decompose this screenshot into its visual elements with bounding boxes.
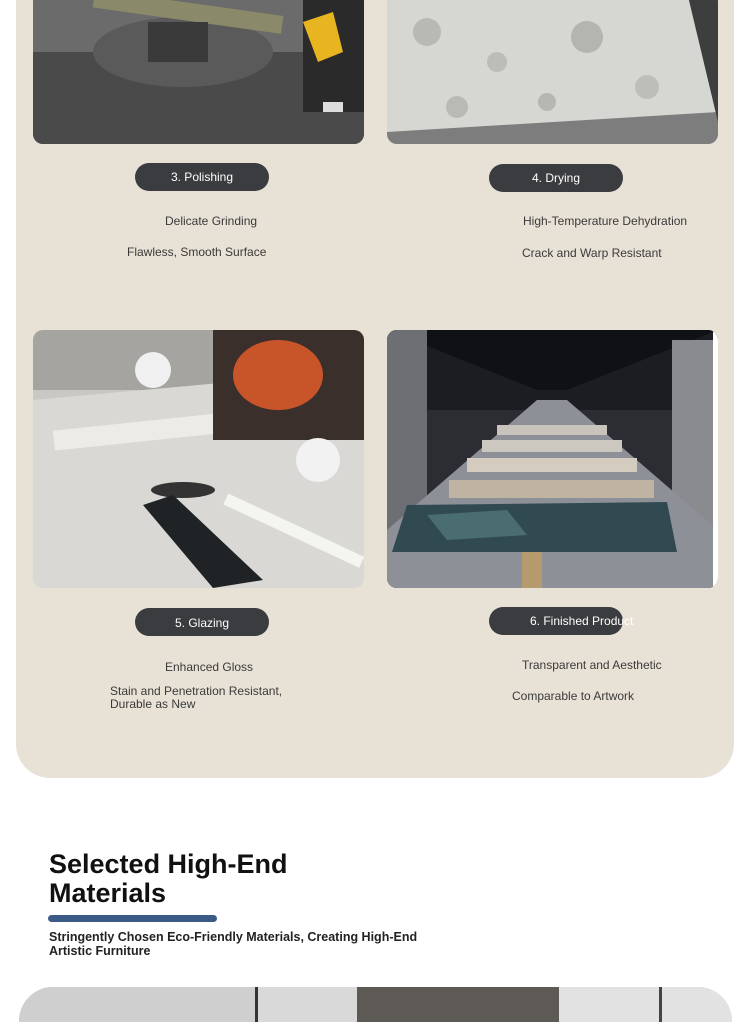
step-4-detail-2: Crack and Warp Resistant	[522, 246, 662, 260]
step-5-label: 5. Glazing	[135, 608, 269, 636]
step-3-detail-1: Delicate Grinding	[165, 214, 258, 228]
step-5-detail-1: Enhanced Gloss	[165, 660, 254, 674]
step-5-detail-2: Stain and Penetration Resistant, Durable as New	[110, 684, 283, 711]
step-3-label: 3. Polishing	[135, 163, 269, 191]
drying-photo	[387, 0, 718, 144]
step-4-label: 4. Drying	[489, 164, 623, 192]
materials-title: Selected High-End Materials	[49, 849, 288, 908]
materials-subtitle: Stringently Chosen Eco-Friendly Materials, Creating High-End Artistic Furniture	[49, 930, 418, 958]
glazing-photo	[33, 330, 364, 588]
step-3-detail-2: Flawless, Smooth Surface	[127, 245, 267, 259]
step-4-detail-1: High-Temperature Dehydration	[523, 214, 688, 228]
polishing-photo	[33, 0, 364, 144]
materials-photo	[19, 987, 732, 1022]
showroom-photo	[387, 330, 718, 588]
title-underline	[48, 915, 217, 922]
step-6-detail-1: Transparent and Aesthetic	[522, 658, 662, 672]
step-6-detail-2: Comparable to Artwork	[512, 689, 635, 703]
step-6-label: 6. Finished Product	[489, 607, 623, 635]
